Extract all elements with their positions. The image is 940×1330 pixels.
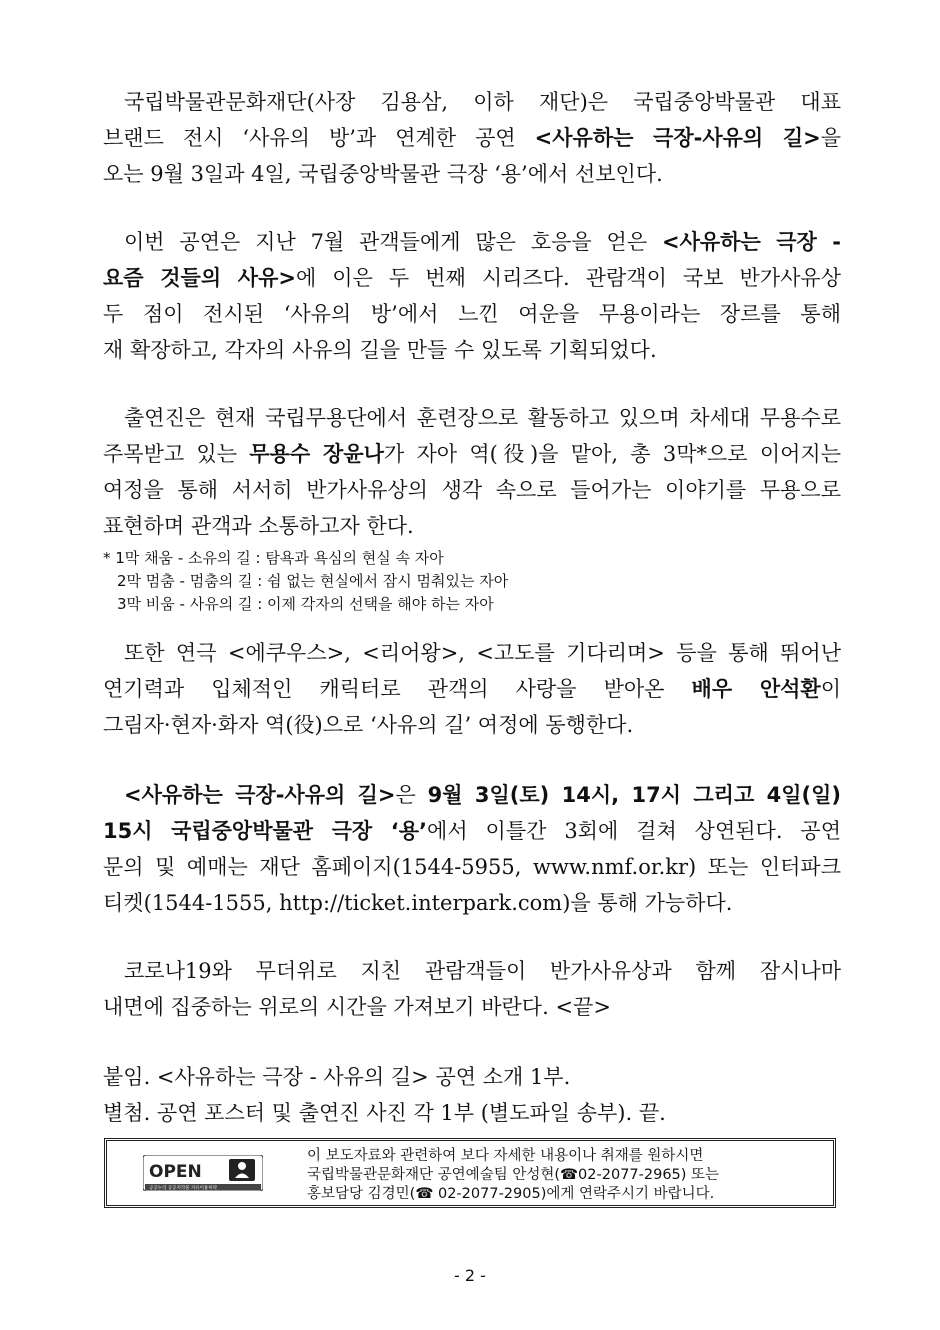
contact-line: 이 보도자료와 관련하여 보다 자세한 내용이나 취재를 원하시면: [307, 1148, 704, 1164]
contact-line: 홍보담당 김경민(☎ 02-2077-2905)에게 연락주시기 바랍니다.: [307, 1186, 715, 1202]
bold-schedule: 9월 3일(토) 14시, 17시 그리고 4일(일): [427, 783, 841, 807]
paragraph-2: [103, 224, 841, 368]
footnote-line: 3막 비움 - 사유의 길 : 이제 각자의 선택을 해야 하는 자아: [117, 595, 494, 613]
text-span: 주목받고 있는: [103, 442, 250, 466]
text-line: 여정을 통해 서서히 반가사유상의 생각 속으로 들어가는 이야기를 무용으로: [103, 478, 841, 502]
text-line: 국립박물관문화재단(사장 김용삼, 이하 재단)은 국립중앙박물관 대표: [124, 90, 841, 114]
paragraph-3: [103, 400, 841, 544]
paragraph-1: [103, 84, 841, 192]
text-span: 이번 공연은 지난 7월 관객들에게 많은 호응을 얻은: [124, 230, 662, 254]
text-span: 브랜드 전시 ‘사유의 방’과 연계한 공연: [103, 126, 535, 150]
text-line: 문의 및 예매는 재단 홈페이지(1544-5955, www.nmf.or.kr) 또는 인터파크: [103, 855, 841, 879]
text-line: 재 확장하고, 각자의 사유의 길을 만들 수 있도록 기획되었다.: [103, 338, 657, 362]
page-number: - 2 -: [454, 1266, 486, 1285]
paragraph-5: [103, 777, 841, 921]
contact-line: 국립박물관문화재단 공연예술팀 안성현(☎02-2077-2965) 또는: [307, 1167, 720, 1183]
bold-title: <사유하는 극장 -: [661, 230, 841, 254]
text-line: 오는 9월 3일과 4일, 국립중앙박물관 극장 ‘용’에서 선보인다.: [103, 162, 663, 186]
contact-text: [307, 1147, 719, 1204]
text-span: 가 자아 역(役)을 맡아, 총 3막*으로 이어지는: [383, 442, 841, 466]
bold-title: 요즘 것들의 사유>: [103, 266, 296, 290]
enclosure-line: 별첨. 공연 포스터 및 출연진 사진 각 1부 (별도파일 송부). 끝.: [103, 1101, 666, 1125]
bold-title: <사유하는 극장-사유의 길>: [534, 126, 821, 150]
text-line: 출연진은 현재 국립무용단에서 훈련장으로 활동하고 있으며 차세대 무용수로: [124, 406, 841, 430]
text-span: 연기력과 입체적인 캐릭터로 관객의 사랑을 받아온: [103, 677, 692, 701]
bold-title: <사유하는 극장-사유의 길>: [124, 783, 396, 807]
contact-box: [104, 1138, 836, 1208]
text-line: [103, 671, 841, 707]
text-line: [103, 436, 841, 472]
paragraph-4: [103, 635, 841, 743]
text-line: [103, 813, 841, 849]
text-span: 에서 이틀간 3회에 걸쳐 상연된다. 공연: [427, 819, 841, 843]
text-line: 그림자·현자·화자 역(役)으로 ‘사유의 길’ 여정에 동행한다.: [103, 713, 634, 737]
logo-caption: 공공누리 공공저작물 자유이용허락: [149, 1186, 218, 1191]
text-span: 이: [820, 677, 841, 701]
footnote-line: * 1막 채움 - 소유의 길 : 탐욕과 욕심의 현실 속 자아: [103, 549, 444, 567]
logo-text: OPEN: [149, 1162, 202, 1182]
text-span: 을: [820, 126, 841, 150]
text-line: [103, 120, 841, 156]
text-line: [103, 224, 841, 260]
text-line: 티켓(1544-1555, http://ticket.interpark.com)을 통해 가능하다.: [103, 891, 733, 915]
bold-name: 무용수 장윤나: [249, 442, 384, 466]
text-line: 코로나19와 무더위로 지친 관람객들이 반가사유상과 함께 잠시나마: [124, 959, 841, 983]
footnote-line: 2막 멈춤 - 멈춤의 길 : 쉼 없는 현실에서 잠시 멈춰있는 자아: [117, 572, 509, 590]
text-line: 두 점이 전시된 ‘사유의 방’에서 느낀 여운을 무용이라는 장르를 통해: [103, 302, 841, 326]
text-line: [103, 260, 841, 296]
text-span: 은: [395, 783, 428, 807]
text-line: [103, 777, 841, 813]
text-line: 또한 연극 <에쿠우스>, <리어왕>, <고도를 기다리며> 등을 통해 뛰어난: [124, 641, 841, 665]
text-span: 에 이은 두 번째 시리즈다. 관람객이 국보 반가사유상: [295, 266, 841, 290]
attachment-line: 붙임. <사유하는 극장 - 사유의 길> 공연 소개 1부.: [103, 1065, 571, 1089]
footnote: [103, 547, 508, 616]
bold-name: 배우 안석환: [691, 677, 821, 701]
text-line: 표현하며 관객과 소통하고자 한다.: [103, 514, 414, 538]
text-line: 내면에 집중하는 위로의 시간을 가져보기 바란다. <끝>: [103, 995, 611, 1019]
paragraph-6: [103, 953, 841, 1025]
bold-schedule: 15시 국립중앙박물관 극장 ‘용’: [103, 819, 428, 843]
open-license-logo: [143, 1155, 263, 1191]
